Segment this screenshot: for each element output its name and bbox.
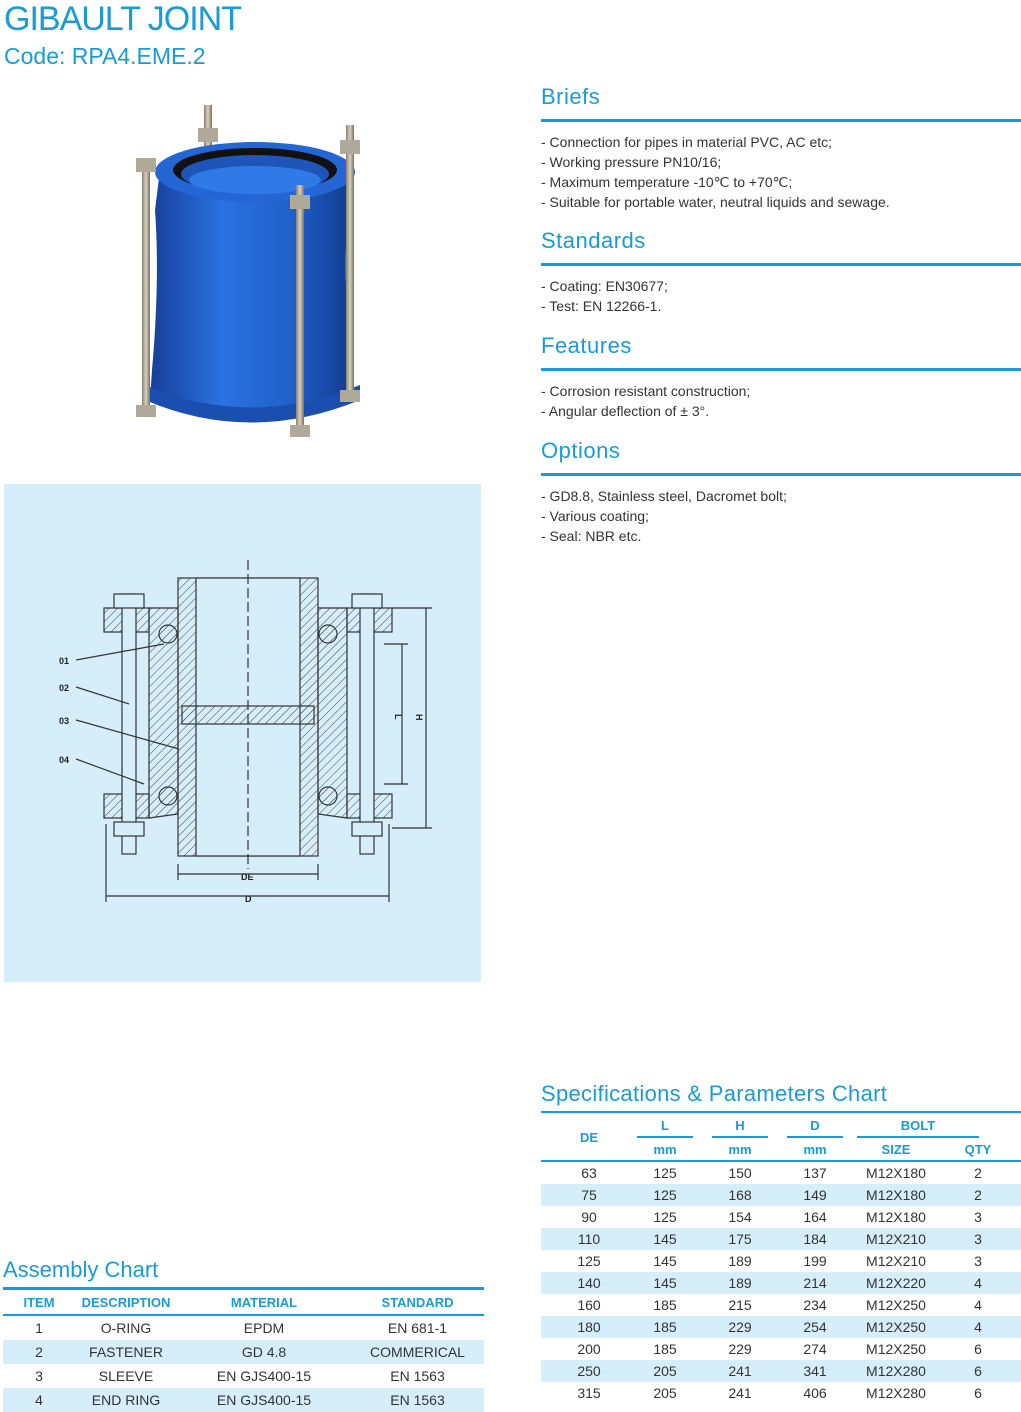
table-row: [3, 1364, 484, 1388]
table-cell: 145: [637, 1228, 693, 1250]
table-cell: 189: [712, 1272, 768, 1294]
table-cell: 90: [581, 1209, 597, 1225]
callout-02: 02: [59, 683, 70, 693]
header-qty: QTY: [964, 1141, 992, 1157]
table-row: [541, 1272, 1021, 1294]
technical-drawing-panel: [4, 484, 481, 982]
table-cell: 185: [653, 1341, 677, 1357]
table-cell: M12X250: [866, 1297, 926, 1313]
spec-table: [541, 1114, 1021, 1404]
dim-d-label: D: [245, 894, 252, 904]
cross-section-drawing: [4, 484, 481, 982]
table-cell: 160: [577, 1297, 601, 1313]
dim-de-label: DE: [241, 872, 254, 882]
table-cell: M12X280: [857, 1360, 935, 1382]
callout-03: 03: [59, 716, 70, 726]
table-cell: 185: [653, 1297, 677, 1313]
table-row: [541, 1360, 1021, 1382]
section-rule: [541, 263, 1021, 266]
section-heading: Standards: [541, 228, 646, 253]
section-rule: [541, 368, 1021, 371]
table-row: [3, 1340, 484, 1364]
section-standards: [541, 227, 1021, 316]
table-cell: 3: [35, 1368, 43, 1384]
product-code: Code: RPA4.EME.2: [4, 43, 206, 69]
table-cell: 168: [712, 1184, 768, 1206]
table-cell: COMMERICAL: [351, 1340, 484, 1364]
table-row: [541, 1382, 1021, 1404]
table-cell: 125: [653, 1165, 677, 1181]
header-h: H: [712, 1114, 768, 1137]
table-cell: 215: [728, 1297, 752, 1313]
table-cell: 205: [653, 1385, 677, 1401]
table-cell: 180: [541, 1316, 637, 1338]
section-rule: [541, 119, 1021, 122]
header-d: D: [787, 1114, 843, 1137]
list-item: - Angular deflection of ± 3°.: [541, 403, 710, 419]
header-l-unit: mm: [653, 1141, 677, 1157]
table-cell: 315: [577, 1385, 601, 1401]
table-cell: O-RING: [100, 1320, 152, 1336]
list-item: - Various coating;: [541, 508, 649, 524]
header-item: ITEM: [3, 1290, 75, 1315]
table-cell: 4: [974, 1297, 982, 1313]
page-title: GIBAULT JOINT: [4, 0, 242, 38]
table-cell: EN 1563: [390, 1368, 445, 1384]
table-cell: 254: [787, 1316, 843, 1338]
table-cell: 229: [728, 1341, 752, 1357]
table-cell: END RING: [75, 1388, 177, 1412]
table-cell: M12X180: [866, 1165, 926, 1181]
table-row: [541, 1250, 1021, 1272]
header-h-unit: mm: [728, 1141, 752, 1157]
table-cell: 189: [728, 1253, 752, 1269]
table-row: [541, 1162, 1021, 1184]
table-cell: 175: [712, 1228, 768, 1250]
table-cell: 234: [803, 1297, 827, 1313]
header-size: SIZE: [881, 1141, 911, 1157]
list-item: - Test: EN 12266-1.: [541, 298, 662, 314]
dim-h-label: H: [414, 714, 424, 721]
list-item: - Coating: EN30677;: [541, 278, 668, 294]
table-cell: SLEEVE: [98, 1368, 154, 1384]
table-cell: 2: [974, 1165, 982, 1181]
section-heading: Briefs: [541, 84, 601, 109]
table-cell: 125: [653, 1209, 677, 1225]
table-cell: 145: [637, 1272, 693, 1294]
table-cell: 1: [35, 1320, 43, 1336]
table-row: [541, 1338, 1021, 1360]
table-row: [3, 1315, 484, 1340]
table-cell: 6: [974, 1385, 982, 1401]
table-cell: M12X250: [866, 1341, 926, 1357]
table-row: [541, 1184, 1021, 1206]
callout-01: 01: [59, 656, 70, 666]
table-cell: 214: [787, 1272, 843, 1294]
table-cell: M12X250: [857, 1316, 935, 1338]
table-cell: EN 1563: [351, 1388, 484, 1412]
header-description: DESCRIPTION: [75, 1290, 177, 1315]
list-item: - Corrosion resistant construction;: [541, 383, 751, 399]
header-standard: STANDARD: [351, 1290, 484, 1315]
table-cell: 6: [935, 1360, 1021, 1382]
dim-l-label: L: [393, 714, 403, 720]
callout-04: 04: [59, 755, 70, 765]
table-row: [3, 1388, 484, 1412]
table-cell: 3: [974, 1253, 982, 1269]
section-rule: [541, 473, 1021, 476]
table-cell: 250: [541, 1360, 637, 1382]
table-cell: M12X180: [857, 1184, 935, 1206]
table-cell: M12X210: [857, 1228, 935, 1250]
header-material: MATERIAL: [177, 1290, 351, 1315]
table-cell: 75: [541, 1184, 637, 1206]
table-cell: EN 681-1: [387, 1320, 448, 1336]
table-cell: 149: [787, 1184, 843, 1206]
table-cell: 3: [974, 1209, 982, 1225]
table-cell: FASTENER: [75, 1340, 177, 1364]
header-de: DE: [579, 1129, 599, 1145]
table-row: [541, 1294, 1021, 1316]
header-bolt: BOLT: [857, 1114, 979, 1137]
spec-chart-title: Specifications & Parameters Chart: [541, 1081, 888, 1106]
table-cell: 63: [581, 1165, 597, 1181]
table-cell: M12X180: [866, 1209, 926, 1225]
section-briefs: [541, 83, 1021, 212]
spec-top-rule: [541, 1111, 1021, 1113]
table-cell: 125: [637, 1184, 693, 1206]
section-heading: Options: [541, 438, 621, 463]
assembly-chart-title: Assembly Chart: [3, 1257, 159, 1282]
table-cell: 154: [728, 1209, 752, 1225]
table-row: [541, 1316, 1021, 1338]
table-cell: EN GJS400-15: [177, 1388, 351, 1412]
table-row: [541, 1206, 1021, 1228]
table-cell: 140: [541, 1272, 637, 1294]
table-cell: 110: [541, 1228, 637, 1250]
table-cell: 241: [712, 1360, 768, 1382]
list-item: - Maximum temperature -10℃ to +70℃;: [541, 174, 793, 190]
table-cell: 4: [935, 1272, 1021, 1294]
table-cell: 185: [637, 1316, 693, 1338]
list-item: - Seal: NBR etc.: [541, 528, 642, 544]
table-cell: 164: [803, 1209, 827, 1225]
table-cell: 4: [935, 1316, 1021, 1338]
table-cell: 205: [637, 1360, 693, 1382]
table-cell: 125: [577, 1253, 601, 1269]
table-cell: 229: [712, 1316, 768, 1338]
table-cell: 199: [803, 1253, 827, 1269]
assembly-table: [3, 1290, 484, 1412]
table-row: [541, 1228, 1021, 1250]
table-cell: EN GJS400-15: [216, 1368, 312, 1384]
product-photo: [120, 100, 370, 445]
table-cell: 4: [3, 1388, 75, 1412]
table-cell: 3: [935, 1228, 1021, 1250]
list-item: - GD8.8, Stainless steel, Dacromet bolt;: [541, 488, 787, 504]
list-item: - Suitable for portable water, neutral liquids and sewage.: [541, 194, 890, 210]
header-l: L: [637, 1114, 693, 1137]
table-cell: 2: [935, 1184, 1021, 1206]
list-item: - Working pressure PN10/16;: [541, 154, 722, 170]
table-cell: 137: [803, 1165, 827, 1181]
table-cell: 2: [3, 1340, 75, 1364]
table-cell: 6: [974, 1341, 982, 1357]
table-cell: 200: [577, 1341, 601, 1357]
table-cell: GD 4.8: [177, 1340, 351, 1364]
table-cell: M12X210: [866, 1253, 926, 1269]
table-cell: 241: [728, 1385, 752, 1401]
table-cell: M12X280: [866, 1385, 926, 1401]
table-cell: 341: [787, 1360, 843, 1382]
table-cell: M12X220: [857, 1272, 935, 1294]
table-cell: 145: [653, 1253, 677, 1269]
header-d-unit: mm: [803, 1141, 827, 1157]
list-item: - Connection for pipes in material PVC, AC etc;: [541, 134, 833, 150]
table-cell: 406: [803, 1385, 827, 1401]
table-cell: 150: [728, 1165, 752, 1181]
table-cell: EPDM: [243, 1320, 285, 1336]
section-features: [541, 332, 1021, 421]
table-cell: 184: [787, 1228, 843, 1250]
section-heading: Features: [541, 333, 632, 358]
table-cell: 274: [803, 1341, 827, 1357]
section-options: [541, 437, 1021, 546]
